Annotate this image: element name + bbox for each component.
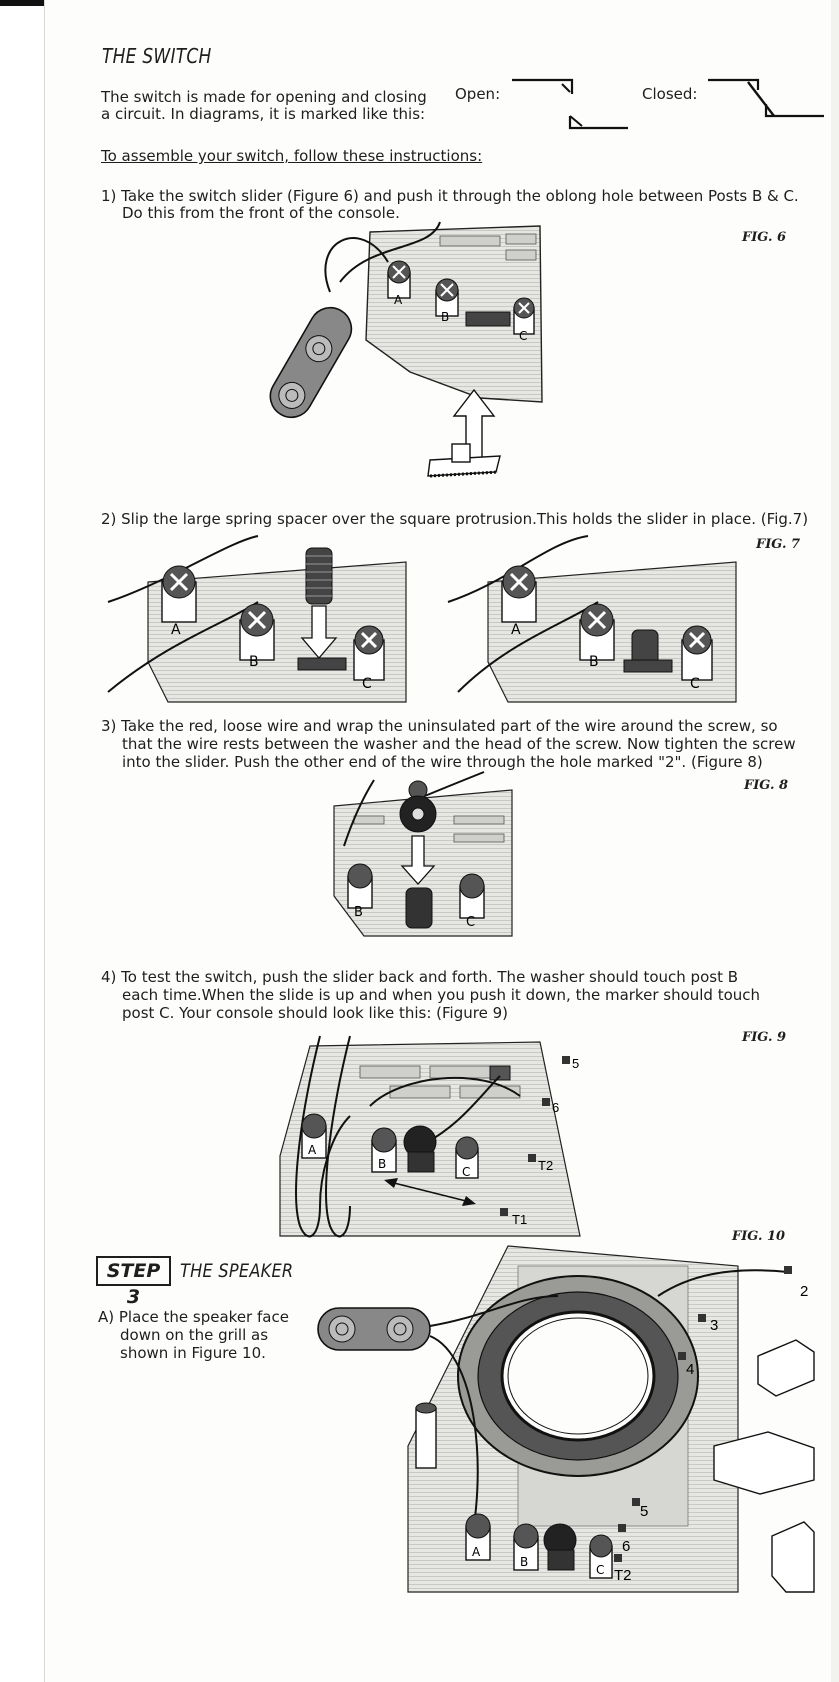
fig9-post-b-label: B	[378, 1157, 387, 1171]
corner-crop-mark	[0, 0, 44, 6]
fig9-hole-t1: T1	[512, 1212, 528, 1227]
fig7-post-c-label: C	[362, 676, 372, 692]
speaker	[458, 1276, 698, 1476]
intro-line-2: a circuit. In diagrams, it is marked like this:	[101, 105, 426, 123]
fig8-post-c-label: C	[466, 915, 476, 930]
post-a-label: A	[394, 293, 403, 307]
plastic-bracket-top	[758, 1340, 814, 1396]
screw-and-washer	[400, 781, 436, 832]
closed-label: Closed:	[642, 85, 698, 103]
fig9-hole-6: 6	[552, 1100, 560, 1115]
fig10-hole-6: 6	[622, 1538, 631, 1555]
fig9-label: FIG. 9	[742, 1030, 787, 1045]
fig7-post-a	[162, 566, 196, 622]
fig6-label: FIG. 6	[742, 230, 787, 245]
section-title: THE SWITCH	[102, 44, 212, 68]
step4-line-3: post C. Your console should look like this: (Figure 9)	[122, 1004, 508, 1022]
switch-slider	[428, 444, 500, 476]
figure-7-left-illustration	[108, 542, 408, 712]
fig10-label: FIG. 10	[732, 1229, 786, 1244]
step4-line-1: 4) To test the switch, push the slider back and forth. The washer should touch post B	[101, 968, 739, 986]
speaker-title: THE SPEAKER	[180, 1260, 294, 1282]
fig10-hole-5: 5	[640, 1503, 649, 1520]
step3-box: STEP 3	[96, 1256, 171, 1286]
fig7r-post-c-label: C	[690, 676, 700, 692]
figure-8-illustration	[334, 776, 524, 956]
speaker-line-3: shown in Figure 10.	[120, 1344, 266, 1362]
fig9-post-c-label: C	[462, 1165, 471, 1179]
fig7-post-b	[240, 604, 274, 660]
fig7-label: FIG. 7	[756, 537, 801, 552]
assemble-heading: To assemble your switch, follow these instructions:	[101, 147, 483, 165]
fig9-hole-t2: T2	[538, 1158, 554, 1173]
post-b-label: B	[441, 310, 450, 324]
intro-line-1: The switch is made for opening and closing	[101, 88, 427, 106]
fig10-post-a-label: A	[472, 1545, 481, 1559]
figure-6-illustration	[270, 222, 550, 492]
page-fold-line	[44, 0, 45, 1682]
fig7-post-b-label: B	[249, 654, 259, 670]
fig7-post-c	[354, 626, 384, 680]
fig7r-post-b-label: B	[589, 654, 599, 670]
page-right-edge	[831, 0, 839, 1682]
fig8-spring	[406, 888, 432, 928]
post-c-label: C	[519, 329, 528, 343]
step3-line-2: that the wire rests between the washer and the head of the screw. Now tighten the screw	[122, 735, 796, 753]
battery-clip	[263, 300, 359, 425]
open-switch-symbol	[510, 76, 630, 136]
step3-line-3: into the slider. Push the other end of the wire through the hole marked "2". (Figure 8)	[122, 753, 763, 771]
step2-line-1: 2) Slip the large spring spacer over the square protrusion.This holds the slider in place. (Fig.7)	[101, 510, 809, 528]
spring-spacer	[306, 548, 332, 604]
figure-9-illustration	[280, 1036, 600, 1256]
page-margin	[0, 0, 44, 1682]
figure-10-illustration	[318, 1236, 818, 1596]
figure-7-right-illustration	[448, 542, 738, 712]
step1-line-1: 1) Take the switch slider (Figure 6) and push it through the oblong hole between Posts B & C.	[101, 187, 799, 205]
fig7-post-a-label: A	[171, 622, 181, 638]
fig10-battery-clip	[318, 1308, 430, 1350]
plastic-bracket-bottom	[772, 1522, 814, 1592]
fig10-hole-3: 3	[710, 1317, 719, 1334]
fig10-hole-4: 4	[686, 1361, 695, 1378]
fig10-post-b-label: B	[520, 1555, 529, 1569]
closed-switch-symbol	[706, 76, 826, 126]
fig10-hole-t2: T2	[614, 1567, 632, 1584]
fig9-post-a-label: A	[308, 1143, 317, 1157]
fig9-hole-5: 5	[572, 1056, 580, 1071]
speaker-line-1: A) Place the speaker face	[98, 1308, 289, 1326]
fig8-post-b-label: B	[354, 905, 363, 920]
fig7r-post-a-label: A	[511, 622, 521, 638]
fig10-hole-2: 2	[800, 1283, 809, 1300]
open-label: Open:	[455, 85, 501, 103]
step4-line-2: each time.When the slide is up and when you push it down, the marker should touch	[122, 986, 761, 1004]
fig10-post-c-label: C	[596, 1563, 605, 1577]
fig8-label: FIG. 8	[744, 778, 789, 793]
step1-line-2: Do this from the front of the console.	[122, 204, 400, 222]
speaker-line-2: down on the grill as	[120, 1326, 269, 1344]
step3-line-1: 3) Take the red, loose wire and wrap the uninsulated part of the wire around the screw, so	[101, 717, 778, 735]
